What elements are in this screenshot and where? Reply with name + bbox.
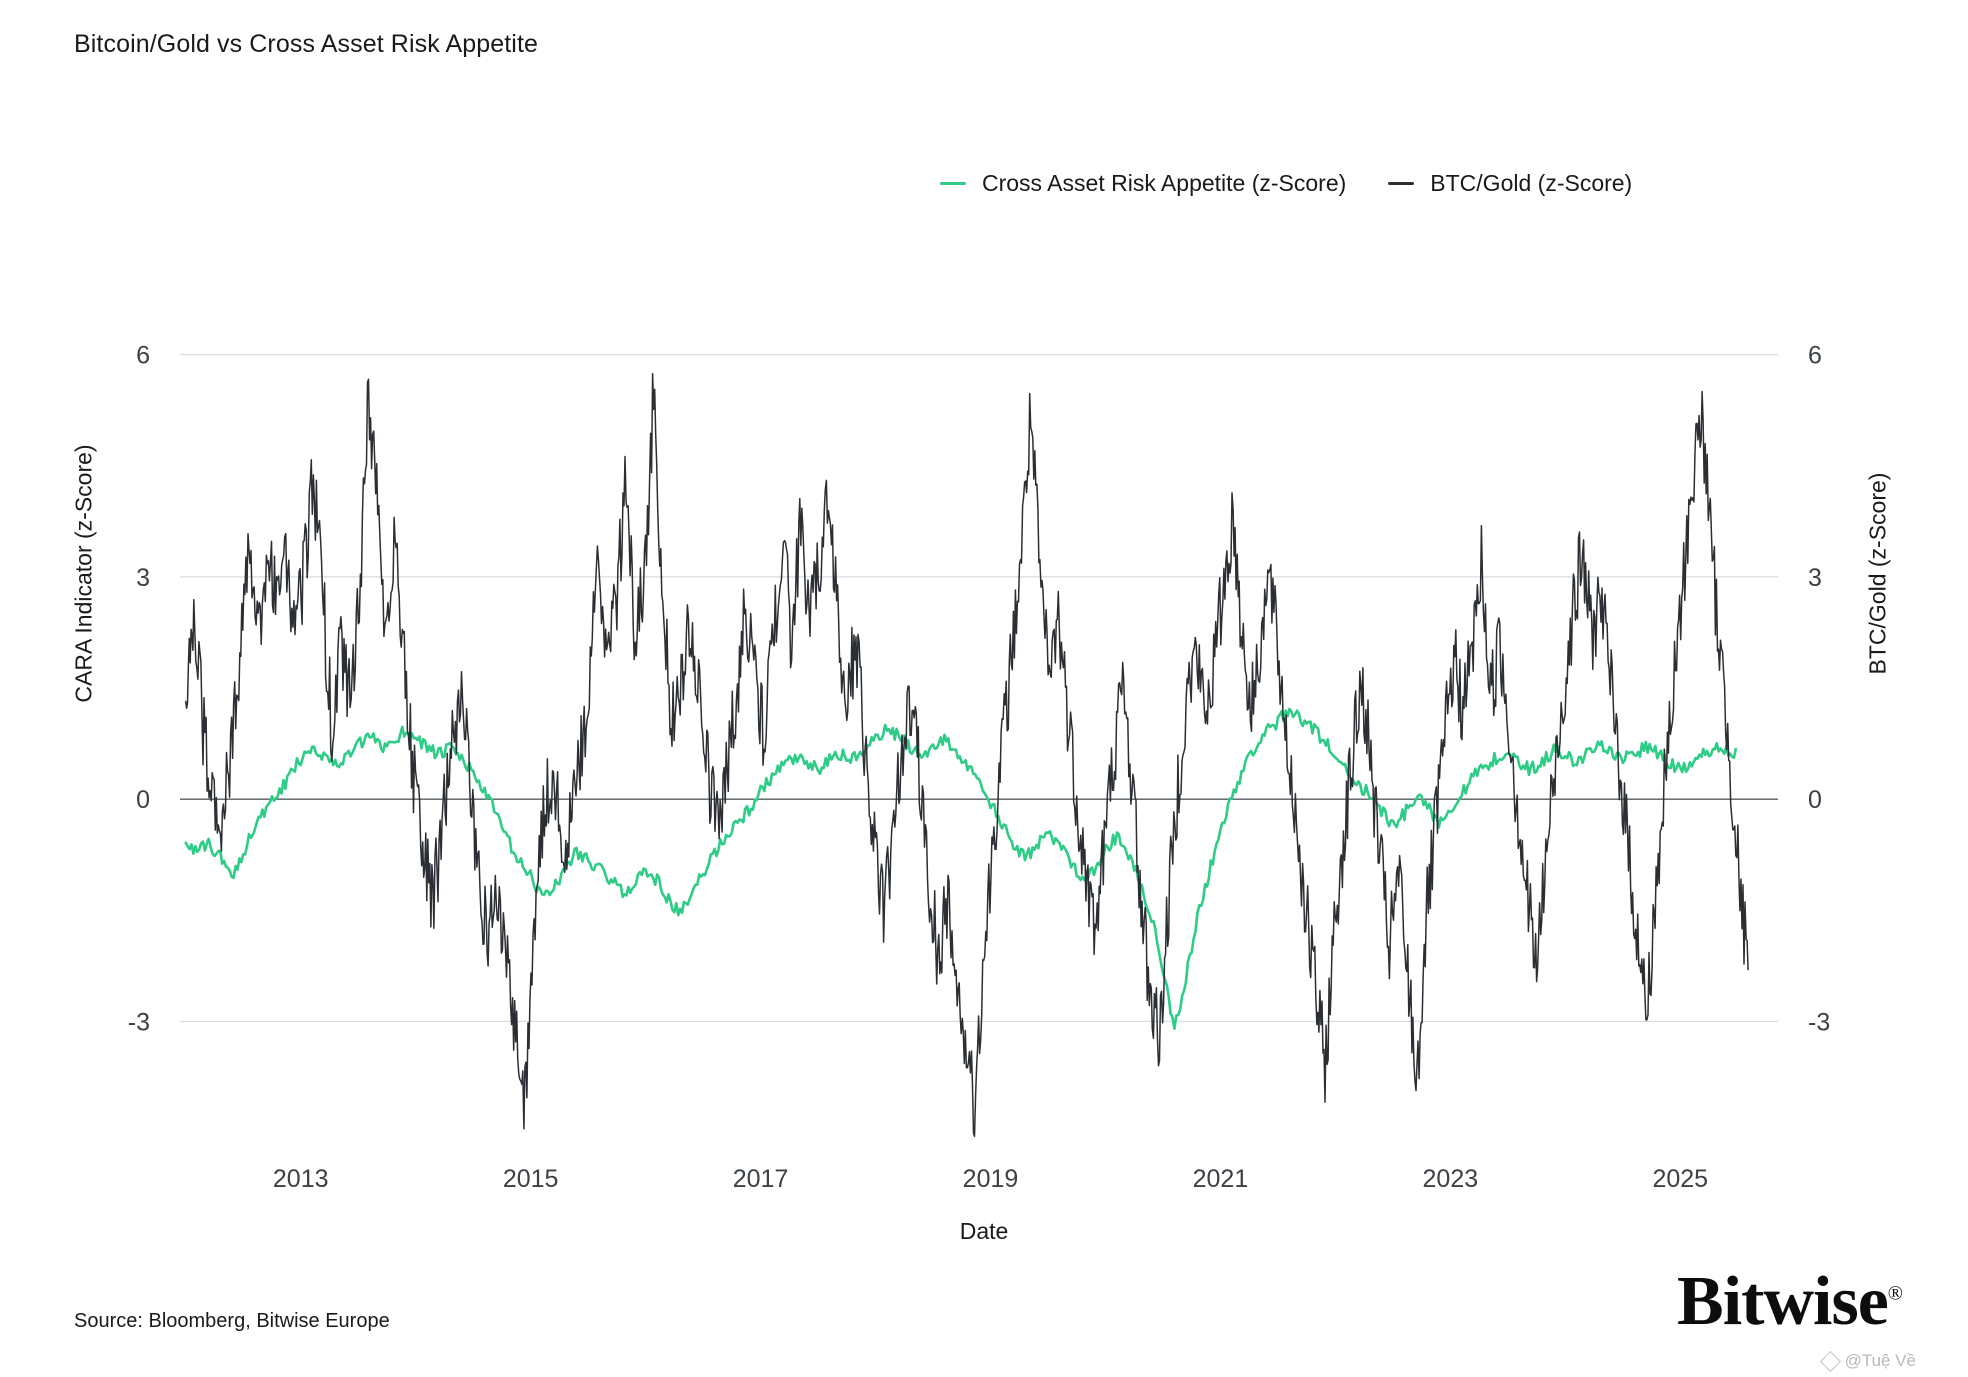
series-line-cara	[186, 709, 1736, 1029]
brand-mark: ®	[1887, 1282, 1902, 1305]
y-axis-right-title: BTC/Gold (z-Score)	[1864, 472, 1891, 675]
x-tick-label: 2023	[1422, 1165, 1479, 1193]
brand-logo	[1677, 1263, 1902, 1340]
x-tick-label: 2021	[1192, 1165, 1249, 1193]
source-note: Source: Bloomberg, Bitwise Europe	[74, 1310, 390, 1332]
x-tick-label: 2015	[502, 1165, 559, 1193]
y-tick-label-left: -3	[127, 1008, 150, 1037]
legend-label-cara: Cross Asset Risk Appetite (z-Score)	[982, 170, 1347, 196]
y-tick-label-right: 0	[1808, 786, 1822, 815]
x-tick-label: 2017	[732, 1165, 789, 1193]
x-tick-label: 2013	[272, 1165, 329, 1193]
watermark-text: @Tuệ Về	[1844, 1351, 1916, 1370]
y-tick-label-right: -3	[1808, 1008, 1831, 1037]
x-axis-title: Date	[959, 1218, 1009, 1244]
y-tick-label-left: 3	[136, 563, 150, 592]
y-axis-left-title: CARA Indicator (z-Score)	[70, 444, 97, 703]
y-tick-label-left: 0	[136, 786, 150, 815]
watermark	[1823, 1351, 1916, 1371]
page-title: Bitcoin/Gold vs Cross Asset Risk Appetite	[74, 30, 539, 58]
y-tick-label-right: 3	[1808, 563, 1822, 592]
x-tick-label: 2019	[962, 1165, 1019, 1193]
diamond-icon	[1819, 1350, 1840, 1371]
x-tick-label: 2025	[1652, 1165, 1709, 1193]
y-tick-label-left: 6	[136, 341, 150, 370]
y-tick-label-right: 6	[1808, 341, 1822, 370]
brand-name: Bitwise	[1677, 1263, 1888, 1340]
legend-label-btcgold: BTC/Gold (z-Score)	[1430, 170, 1633, 196]
